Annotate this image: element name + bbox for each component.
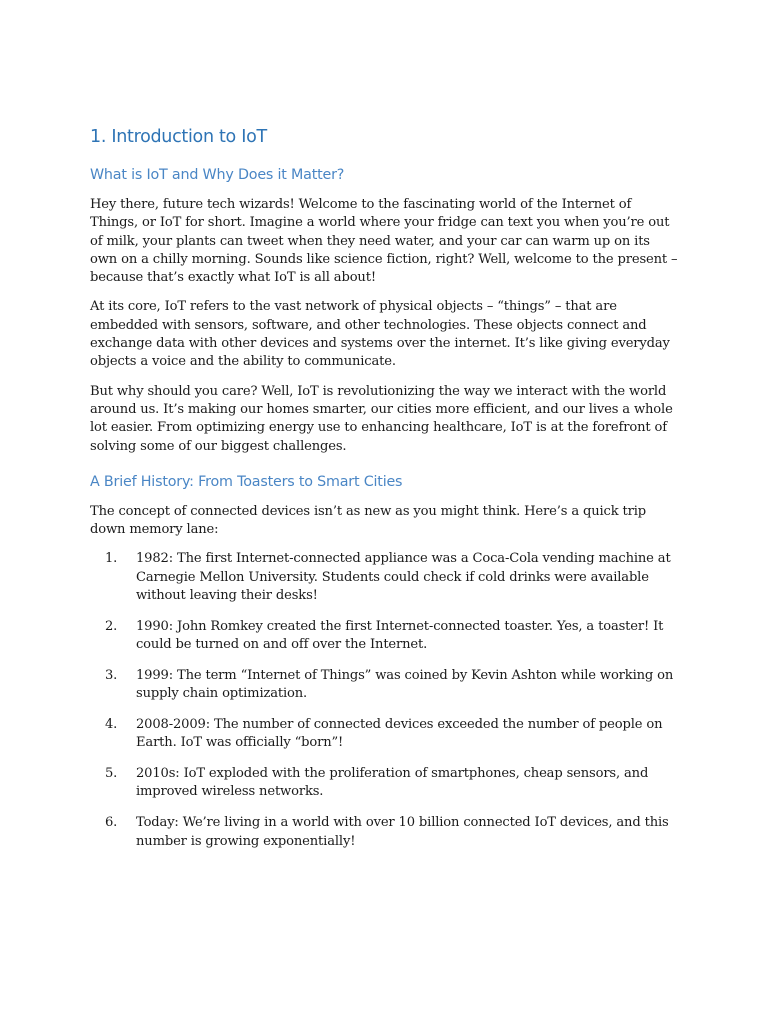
list-item bbox=[90, 814, 680, 851]
list-item bbox=[90, 667, 680, 704]
list-item-text: 2010s: IoT exploded with the proliferation of smartphones, cheap sensors, and improved wireless networks. bbox=[136, 766, 649, 800]
section-heading-what-is-iot: What is IoT and Why Does it Matter? bbox=[90, 167, 345, 183]
history-timeline-list bbox=[90, 550, 680, 850]
paragraph-history-intro: The concept of connected devices isn’t as new as you might think. Here’s a quick trip down memory lane: bbox=[90, 503, 647, 538]
list-item-number: 6. bbox=[105, 815, 118, 831]
list-item-number: 2. bbox=[105, 618, 118, 634]
document-page bbox=[90, 124, 680, 863]
list-item-text: 1999: The term “Internet of Things” was coined by Kevin Ashton while working on supply chain optimization. bbox=[136, 667, 674, 702]
list-item bbox=[90, 550, 680, 605]
list-item-text: 1982: The first Internet-connected appliance was a Coca-Cola vending machine at Carnegie Mellon University. Students could check if cold drinks were available without leaving their desks! bbox=[136, 551, 671, 604]
paragraph-why-care: But why should you care? Well, IoT is revolutionizing the way we interact with the world around us. It’s making our homes smarter, our cities more efficient, and our lives a whole lot easier. From optimizing energy use to enhancing healthcare, IoT is at the forefront of solving some of our biggest challenges. bbox=[90, 383, 673, 454]
list-item-text: 2008-2009: The number of connected devices exceeded the number of people on Earth. IoT was officially “born”! bbox=[136, 717, 663, 751]
list-item-number: 1. bbox=[105, 551, 118, 567]
list-item-number: 3. bbox=[105, 667, 118, 683]
list-item bbox=[90, 716, 680, 753]
list-item bbox=[90, 765, 680, 802]
list-item bbox=[90, 618, 680, 655]
list-item-text: 1990: John Romkey created the first Internet-connected toaster. Yes, a toaster! It could be turned on and off over the Internet. bbox=[136, 618, 664, 653]
paragraph-intro: Hey there, future tech wizards! Welcome to the fascinating world of the Internet of Things, or IoT for short. Imagine a world where your fridge can text you when you’re out of milk, your plants can tweet when they need water, and your car can warm up on its own on a chilly morning. Sounds like science fiction, right? Well, welcome to the present – because that’s exactly what IoT is all about! bbox=[90, 197, 678, 286]
section-heading-brief-history: A Brief History: From Toasters to Smart Cities bbox=[90, 473, 403, 490]
list-item-number: 5. bbox=[105, 766, 118, 782]
chapter-title: 1. Introduction to IoT bbox=[90, 127, 267, 147]
list-item-number: 4. bbox=[105, 717, 118, 733]
paragraph-core-definition: At its core, IoT refers to the vast network of physical objects – “things” – that are embedded with sensors, software, and other technologies. These objects connect and exchange data with other devices and systems over the internet. It’s like giving everyday objects a voice and the ability to communicate. bbox=[90, 299, 670, 370]
list-item-text: Today: We’re living in a world with over 10 billion connected IoT devices, and this number is growing exponentially! bbox=[136, 815, 669, 849]
